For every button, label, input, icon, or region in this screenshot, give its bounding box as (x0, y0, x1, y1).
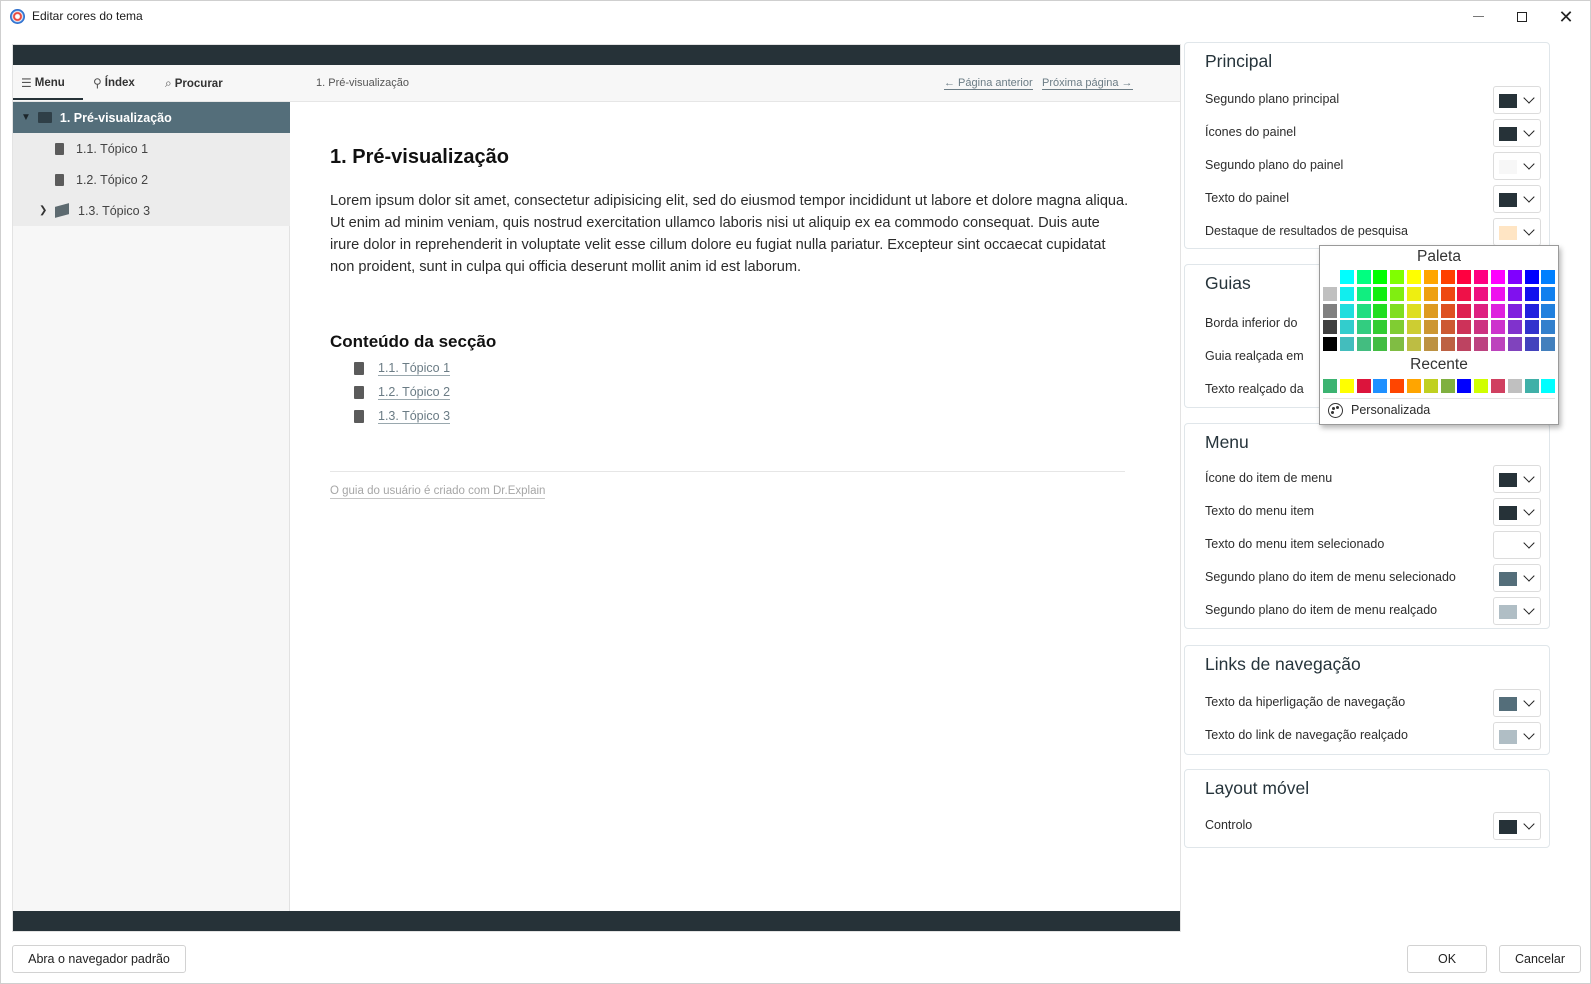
palette-swatch[interactable] (1457, 337, 1471, 351)
title-bar (1, 1, 1590, 32)
palette-swatch[interactable] (1508, 320, 1522, 334)
chevron-down-icon (1523, 191, 1534, 202)
recent-swatch[interactable] (1525, 379, 1539, 393)
palette-swatch[interactable] (1457, 304, 1471, 318)
app-logo-icon (10, 9, 25, 24)
tab-index-label: Índex (104, 77, 135, 89)
recent-swatch[interactable] (1441, 379, 1455, 393)
previous-page-link[interactable]: ← Página anterior (944, 77, 1033, 89)
palette-swatch[interactable] (1441, 270, 1455, 284)
palette-swatch[interactable] (1508, 270, 1522, 284)
chevron-down-icon[interactable]: ▼ (21, 112, 31, 123)
recent-swatch[interactable] (1390, 379, 1404, 393)
palette-swatch[interactable] (1407, 320, 1421, 334)
palette-swatch[interactable] (1508, 337, 1522, 351)
palette-swatch[interactable] (1474, 304, 1488, 318)
ok-button[interactable]: OK (1407, 945, 1487, 973)
color-row-label: Segundo plano do item de menu selecionado (1205, 570, 1456, 584)
list-item[interactable] (354, 404, 450, 428)
section-link-list (354, 356, 450, 428)
group-title: Guias (1205, 273, 1251, 293)
color-row (1205, 531, 1541, 557)
active-tab-underline (13, 98, 83, 100)
palette-swatch[interactable] (1373, 320, 1387, 334)
color-row-label: Texto do menu item (1205, 504, 1315, 518)
chevron-down-icon (1523, 603, 1534, 614)
palette-swatch[interactable] (1357, 270, 1371, 284)
recent-swatch[interactable] (1373, 379, 1387, 393)
color-swatch (1499, 473, 1517, 487)
palette-swatch[interactable] (1457, 287, 1471, 301)
minimize-icon (1473, 16, 1484, 17)
color-swatch (1499, 193, 1517, 207)
chevron-down-icon (1523, 728, 1534, 739)
color-picker[interactable] (1493, 218, 1541, 246)
document-icon (354, 410, 364, 423)
color-swatch (1499, 94, 1517, 108)
tree-item-topic-3[interactable] (13, 195, 290, 226)
color-row-label: Texto da hiperligação de navegação (1205, 695, 1406, 709)
color-row-label: Ícone do item de menu (1205, 471, 1333, 485)
palette-swatch[interactable] (1340, 287, 1354, 301)
tree-item-label: 1.1. Tópico 1 (76, 141, 149, 156)
color-picker[interactable] (1493, 597, 1541, 625)
document-icon (354, 362, 364, 375)
tree-item-label: 1.2. Tópico 2 (76, 172, 149, 187)
palette-swatch[interactable] (1424, 270, 1438, 284)
recent-swatch[interactable] (1424, 379, 1438, 393)
chevron-down-icon (1523, 818, 1534, 829)
palette-title: Paleta (1417, 248, 1461, 265)
palette-swatch[interactable] (1491, 320, 1505, 334)
recent-swatch[interactable] (1457, 379, 1471, 393)
group-navigation-links (1184, 645, 1550, 755)
recent-swatch[interactable] (1407, 379, 1421, 393)
palette-swatch[interactable] (1441, 337, 1455, 351)
footer-link[interactable]: O guia do usuário é criado com Dr.Explain (330, 485, 546, 497)
maximize-button[interactable] (1499, 1, 1545, 32)
open-browser-button[interactable]: Abra o navegador padrão (12, 945, 186, 973)
color-swatch (1499, 820, 1517, 834)
cancel-button[interactable]: Cancelar (1499, 945, 1581, 973)
color-swatch (1499, 506, 1517, 520)
palette-swatch[interactable] (1424, 287, 1438, 301)
color-picker[interactable] (1493, 498, 1541, 526)
palette-swatch[interactable] (1357, 337, 1371, 351)
color-row-label: Segundo plano principal (1205, 92, 1340, 106)
color-picker[interactable] (1493, 465, 1541, 493)
color-picker[interactable] (1493, 185, 1541, 213)
recent-swatch[interactable] (1508, 379, 1522, 393)
palette-swatch[interactable] (1457, 270, 1471, 284)
palette-icon (1328, 403, 1343, 418)
document-icon (55, 174, 64, 186)
color-row (1205, 597, 1541, 623)
chevron-down-icon (1523, 471, 1534, 482)
palette-swatch[interactable] (1424, 320, 1438, 334)
palette-swatch[interactable] (1407, 287, 1421, 301)
window-title: Editar cores do tema (32, 9, 143, 23)
chevron-down-icon (1523, 504, 1534, 515)
tree-root-label: 1. Pré-visualização (59, 110, 172, 125)
preview-tab-bar (13, 65, 1180, 102)
palette-swatch[interactable] (1474, 337, 1488, 351)
list-icon: ☰ (21, 76, 32, 90)
chevron-down-icon (1523, 695, 1534, 706)
color-picker[interactable] (1493, 119, 1541, 147)
recent-swatch[interactable] (1323, 379, 1337, 393)
palette-swatch[interactable] (1340, 337, 1354, 351)
tab-index[interactable] (93, 76, 135, 90)
color-row-label: Guia realçada em (1205, 349, 1304, 363)
chevron-down-icon (1523, 158, 1534, 169)
palette-swatch[interactable] (1541, 287, 1555, 301)
preview-top-bar (13, 45, 1180, 65)
palette-swatch[interactable] (1474, 320, 1488, 334)
color-palette-popup (1319, 245, 1559, 425)
palette-swatch[interactable] (1508, 287, 1522, 301)
book-icon (55, 203, 69, 218)
tab-search-label: Procurar (174, 77, 223, 90)
color-row-label: Ícones do painel (1205, 125, 1297, 139)
minimize-button[interactable] (1455, 1, 1501, 32)
palette-swatch[interactable] (1525, 337, 1539, 351)
group-menu (1184, 423, 1550, 629)
color-row (1205, 119, 1541, 145)
palette-swatch[interactable] (1323, 304, 1337, 318)
palette-swatch[interactable] (1441, 304, 1455, 318)
palette-swatch[interactable] (1508, 304, 1522, 318)
palette-swatch[interactable] (1525, 287, 1539, 301)
palette-swatch[interactable] (1424, 304, 1438, 318)
document-icon (354, 386, 364, 399)
recent-swatch[interactable] (1340, 379, 1354, 393)
color-row (1205, 812, 1541, 838)
palette-swatch[interactable] (1373, 287, 1387, 301)
chevron-down-icon (1523, 125, 1534, 136)
palette-swatch[interactable] (1407, 304, 1421, 318)
tree-item-topic-2[interactable] (13, 164, 290, 195)
color-row-label: Texto realçado da (1205, 382, 1304, 396)
palette-swatch[interactable] (1340, 320, 1354, 334)
chevron-down-icon (1523, 224, 1534, 235)
recent-swatch[interactable] (1491, 379, 1505, 393)
color-row (1205, 498, 1541, 524)
recent-swatch[interactable] (1357, 379, 1371, 393)
topic-tree (13, 102, 290, 226)
recent-title: Recente (1410, 356, 1468, 373)
palette-swatch[interactable] (1541, 337, 1555, 351)
recent-colors (1323, 379, 1558, 393)
palette-swatch[interactable] (1525, 304, 1539, 318)
palette-swatch[interactable] (1424, 337, 1438, 351)
palette-swatch[interactable] (1407, 270, 1421, 284)
color-picker[interactable] (1493, 722, 1541, 750)
palette-swatch[interactable] (1390, 304, 1404, 318)
palette-swatch[interactable] (1541, 270, 1555, 284)
palette-swatch[interactable] (1474, 270, 1488, 284)
palette-swatch[interactable] (1323, 270, 1337, 284)
document-icon (55, 143, 64, 155)
color-picker[interactable] (1493, 812, 1541, 840)
chevron-down-icon (1523, 537, 1534, 548)
color-swatch (1499, 127, 1517, 141)
tab-menu-label: Menu (34, 77, 65, 89)
group-title: Links de navegação (1205, 654, 1361, 674)
palette-swatch[interactable] (1373, 304, 1387, 318)
next-page-link[interactable]: Próxima página → (1042, 77, 1133, 89)
group-title: Principal (1205, 51, 1273, 71)
palette-swatch[interactable] (1340, 270, 1354, 284)
palette-swatch[interactable] (1390, 337, 1404, 351)
color-swatch (1499, 160, 1517, 174)
color-row (1205, 564, 1541, 590)
color-swatch (1499, 572, 1517, 586)
pin-icon: ⚲ (93, 76, 102, 90)
section-heading: Conteúdo da secção (330, 332, 497, 351)
tree-children (13, 133, 290, 226)
group-title: Menu (1205, 432, 1249, 452)
color-row (1205, 465, 1541, 491)
close-button[interactable] (1543, 1, 1589, 32)
palette-swatch[interactable] (1491, 304, 1505, 318)
color-picker[interactable] (1493, 531, 1541, 559)
tab-menu[interactable] (21, 76, 65, 90)
group-mobile-layout (1184, 769, 1550, 848)
palette-swatch[interactable] (1323, 287, 1337, 301)
preview-bottom-bar (13, 911, 1180, 931)
color-swatch (1499, 539, 1517, 553)
tree-item-root[interactable] (13, 102, 290, 133)
theme-preview (12, 44, 1181, 932)
close-icon: ✕ (1558, 6, 1574, 27)
color-row-label: Texto do painel (1205, 191, 1290, 205)
color-row (1205, 86, 1541, 112)
maximize-icon (1517, 12, 1527, 22)
palette-swatch[interactable] (1323, 320, 1337, 334)
palette-swatch[interactable] (1340, 304, 1354, 318)
recent-swatch[interactable] (1541, 379, 1555, 393)
color-row (1205, 218, 1541, 244)
palette-swatch[interactable] (1474, 287, 1488, 301)
list-item[interactable] (354, 380, 450, 404)
palette-swatch[interactable] (1390, 270, 1404, 284)
color-row-label: Texto do link de navegação realçado (1205, 728, 1408, 742)
color-row-label: Destaque de resultados de pesquisa (1205, 224, 1408, 238)
tree-item-label: 1.3. Tópico 3 (78, 203, 151, 218)
palette-swatch[interactable] (1441, 320, 1455, 334)
color-row-label: Controlo (1205, 818, 1253, 832)
color-row-label: Segundo plano do item de menu realçado (1205, 603, 1438, 617)
chevron-right-icon[interactable]: ❯ (39, 205, 48, 216)
color-swatch (1499, 226, 1517, 240)
color-row-label: Borda inferior do (1205, 316, 1298, 330)
recent-swatch[interactable] (1474, 379, 1488, 393)
chevron-down-icon (1523, 92, 1534, 103)
page-title: 1. Pré-visualização (330, 146, 509, 168)
palette-swatch[interactable] (1390, 320, 1404, 334)
preview-sidebar (13, 102, 290, 913)
group-principal (1184, 42, 1550, 249)
tab-search[interactable] (165, 76, 223, 91)
color-picker[interactable] (1493, 152, 1541, 180)
palette-swatch[interactable] (1407, 337, 1421, 351)
palette-swatch[interactable] (1541, 320, 1555, 334)
palette-swatch[interactable] (1491, 287, 1505, 301)
color-row-label: Segundo plano do painel (1205, 158, 1344, 172)
footer-divider (330, 471, 1125, 472)
palette-swatch[interactable] (1373, 337, 1387, 351)
color-swatch (1499, 697, 1517, 711)
color-row (1205, 152, 1541, 178)
color-row-label: Texto do menu item selecionado (1205, 537, 1385, 551)
section-link[interactable]: 1.2. Tópico 2 (378, 384, 451, 399)
list-item[interactable] (354, 356, 450, 380)
palette-swatch[interactable] (1390, 287, 1404, 301)
custom-color-label: Personalizada (1351, 403, 1431, 417)
palette-swatch[interactable] (1373, 270, 1387, 284)
palette-swatch[interactable] (1491, 270, 1505, 284)
color-swatch (1499, 605, 1517, 619)
body-paragraph: Lorem ipsum dolor sit amet, consectetur adipisicing elit, sed do eiusmod tempor incididunt ut labore et dolore magna aliqua. Ut enim ad minim veniam, quis nostrud exercitation ullamco laboris nisi ut aliquip ex ea commodo consequat. Duis aute irure dolor in reprehenderit in voluptate velit esse cillum dolore eu fugiat nulla pariatur. Excepteur sint occaecat cupidatat non proident, sunt in culpa qui officia deserunt mollit anim id est laborum. (330, 193, 1129, 275)
breadcrumb: 1. Pré-visualização (316, 77, 409, 89)
color-picker[interactable] (1493, 689, 1541, 717)
color-picker[interactable] (1493, 564, 1541, 592)
group-title: Layout móvel (1205, 778, 1310, 798)
section-link[interactable]: 1.3. Tópico 3 (378, 408, 451, 423)
chevron-down-icon (1523, 570, 1534, 581)
color-row (1205, 722, 1541, 748)
palette-swatch[interactable] (1541, 304, 1555, 318)
tree-item-topic-1[interactable] (13, 133, 290, 164)
palette-swatch[interactable] (1441, 287, 1455, 301)
search-icon: ⌕ (165, 76, 172, 90)
palette-swatch[interactable] (1491, 337, 1505, 351)
book-open-icon (38, 112, 52, 123)
palette-swatch[interactable] (1357, 320, 1371, 334)
palette-swatch[interactable] (1357, 304, 1371, 318)
custom-color-button[interactable] (1328, 399, 1430, 421)
palette-swatch[interactable] (1323, 337, 1337, 351)
section-link[interactable]: 1.1. Tópico 1 (378, 360, 451, 375)
color-picker[interactable] (1493, 86, 1541, 114)
palette-swatch[interactable] (1525, 320, 1539, 334)
palette-swatch[interactable] (1457, 320, 1471, 334)
palette-swatch[interactable] (1525, 270, 1539, 284)
palette-swatch[interactable] (1357, 287, 1371, 301)
color-row (1205, 689, 1541, 715)
color-swatch (1499, 730, 1517, 744)
color-row (1205, 185, 1541, 211)
